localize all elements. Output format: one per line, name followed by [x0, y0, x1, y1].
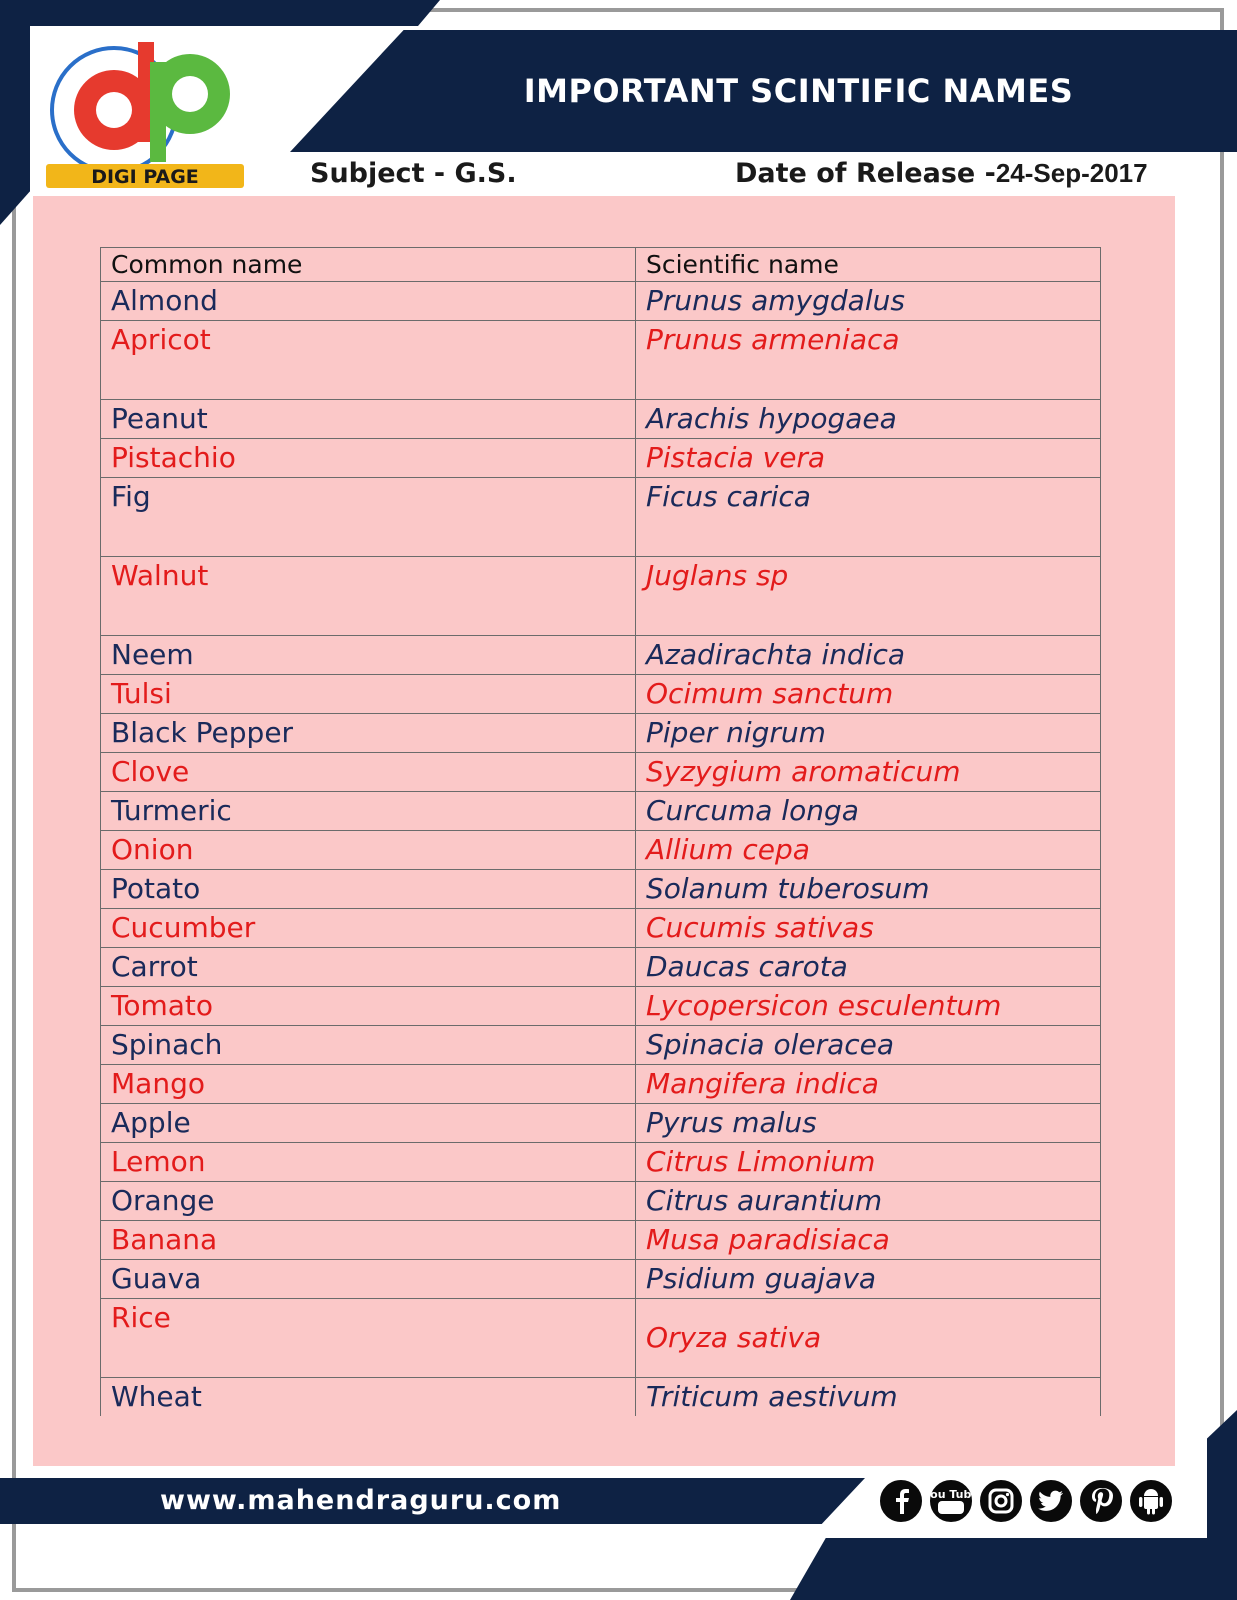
table-row	[101, 1143, 1101, 1182]
table-row	[101, 636, 1101, 675]
common-name-cell: Orange	[101, 1182, 636, 1221]
common-name-cell: Black Pepper	[101, 714, 636, 753]
top-corner-decoration	[0, 0, 440, 26]
common-name-cell: Walnut	[101, 557, 636, 636]
release-info	[735, 158, 1148, 189]
digi-page-logo	[42, 32, 252, 192]
page-title: IMPORTANT SCINTIFIC NAMES	[523, 72, 1074, 110]
youtube-icon[interactable]	[923, 1480, 979, 1522]
instagram-icon[interactable]	[980, 1480, 1022, 1522]
scientific-name-cell: Pistacia vera	[636, 439, 1101, 478]
bottom-right-decoration	[790, 1538, 1237, 1600]
left-strip-decoration	[0, 0, 30, 225]
table-row	[101, 948, 1101, 987]
scientific-name-cell: Mangifera indica	[636, 1065, 1101, 1104]
table-row	[101, 831, 1101, 870]
common-name-cell: Almond	[101, 282, 636, 321]
table-row	[101, 753, 1101, 792]
column-header-scientific: Scientific name	[636, 248, 1101, 282]
scientific-name-cell: Syzygium aromaticum	[636, 753, 1101, 792]
table-row	[101, 987, 1101, 1026]
common-name-cell: Tulsi	[101, 675, 636, 714]
table-row	[101, 1378, 1101, 1417]
scientific-name-cell: Citrus aurantium	[636, 1182, 1101, 1221]
scientific-name-cell: Prunus amygdalus	[636, 282, 1101, 321]
scientific-name-cell: Allium cepa	[636, 831, 1101, 870]
scientific-name-cell: Pyrus malus	[636, 1104, 1101, 1143]
scientific-name-cell: Ocimum sanctum	[636, 675, 1101, 714]
scientific-name-cell: Spinacia oleracea	[636, 1026, 1101, 1065]
scientific-names-table	[100, 247, 1101, 1416]
table-row	[101, 1182, 1101, 1221]
common-name-cell: Rice	[101, 1299, 636, 1378]
scientific-name-cell: Lycopersicon esculentum	[636, 987, 1101, 1026]
scientific-name-cell: Daucas carota	[636, 948, 1101, 987]
table-row	[101, 1260, 1101, 1299]
facebook-icon[interactable]	[880, 1480, 922, 1522]
common-name-cell: Onion	[101, 831, 636, 870]
common-name-cell: Peanut	[101, 400, 636, 439]
common-name-cell: Pistachio	[101, 439, 636, 478]
common-name-cell: Mango	[101, 1065, 636, 1104]
table-row	[101, 321, 1101, 400]
release-label: Date of Release -	[735, 158, 996, 189]
common-name-cell: Lemon	[101, 1143, 636, 1182]
column-header-common: Common name	[101, 248, 636, 282]
common-name-cell: Tomato	[101, 987, 636, 1026]
scientific-name-cell: Cucumis sativas	[636, 909, 1101, 948]
scientific-name-cell: Psidium guajava	[636, 1260, 1101, 1299]
youtube-label: You Tube	[923, 1488, 979, 1501]
scientific-name-cell: Triticum aestivum	[636, 1378, 1101, 1417]
common-name-cell: Potato	[101, 870, 636, 909]
twitter-icon[interactable]	[1030, 1480, 1072, 1522]
table-row	[101, 714, 1101, 753]
common-name-cell: Cucumber	[101, 909, 636, 948]
table-row	[101, 478, 1101, 557]
table-header-row	[101, 248, 1101, 282]
scientific-name-cell: Oryza sativa	[636, 1299, 1101, 1378]
table-row	[101, 1026, 1101, 1065]
table-row	[101, 282, 1101, 321]
scientific-name-cell: Arachis hypogaea	[636, 400, 1101, 439]
common-name-cell: Wheat	[101, 1378, 636, 1417]
table-row	[101, 439, 1101, 478]
right-strip-decoration	[1207, 1410, 1237, 1600]
table-row	[101, 400, 1101, 439]
common-name-cell: Apple	[101, 1104, 636, 1143]
table-row	[101, 909, 1101, 948]
common-name-cell: Guava	[101, 1260, 636, 1299]
table-row	[101, 792, 1101, 831]
table-row	[101, 1299, 1101, 1378]
table-row	[101, 675, 1101, 714]
common-name-cell: Apricot	[101, 321, 636, 400]
scientific-name-cell: Solanum tuberosum	[636, 870, 1101, 909]
common-name-cell: Banana	[101, 1221, 636, 1260]
scientific-name-cell: Prunus armeniaca	[636, 321, 1101, 400]
common-name-cell: Carrot	[101, 948, 636, 987]
common-name-cell: Fig	[101, 478, 636, 557]
social-icons	[880, 1480, 1172, 1522]
pinterest-icon[interactable]	[1080, 1480, 1122, 1522]
common-name-cell: Spinach	[101, 1026, 636, 1065]
scientific-name-cell: Ficus carica	[636, 478, 1101, 557]
scientific-name-cell: Citrus Limonium	[636, 1143, 1101, 1182]
common-name-cell: Clove	[101, 753, 636, 792]
subject-label: Subject - G.S.	[310, 158, 517, 189]
scientific-name-cell: Curcuma longa	[636, 792, 1101, 831]
common-name-cell: Turmeric	[101, 792, 636, 831]
table-row	[101, 1104, 1101, 1143]
website-link[interactable]: www.mahendraguru.com	[160, 1485, 562, 1516]
table-row	[101, 870, 1101, 909]
release-date: 24-Sep-2017	[995, 158, 1148, 188]
scientific-name-cell: Piper nigrum	[636, 714, 1101, 753]
scientific-name-cell: Musa paradisiaca	[636, 1221, 1101, 1260]
scientific-name-cell: Azadirachta indica	[636, 636, 1101, 675]
table-row	[101, 557, 1101, 636]
table-row	[101, 1221, 1101, 1260]
scientific-name-cell: Juglans sp	[636, 557, 1101, 636]
table-row	[101, 1065, 1101, 1104]
logo-text: DIGI PAGE	[91, 166, 199, 188]
common-name-cell: Neem	[101, 636, 636, 675]
android-icon[interactable]	[1130, 1480, 1172, 1522]
